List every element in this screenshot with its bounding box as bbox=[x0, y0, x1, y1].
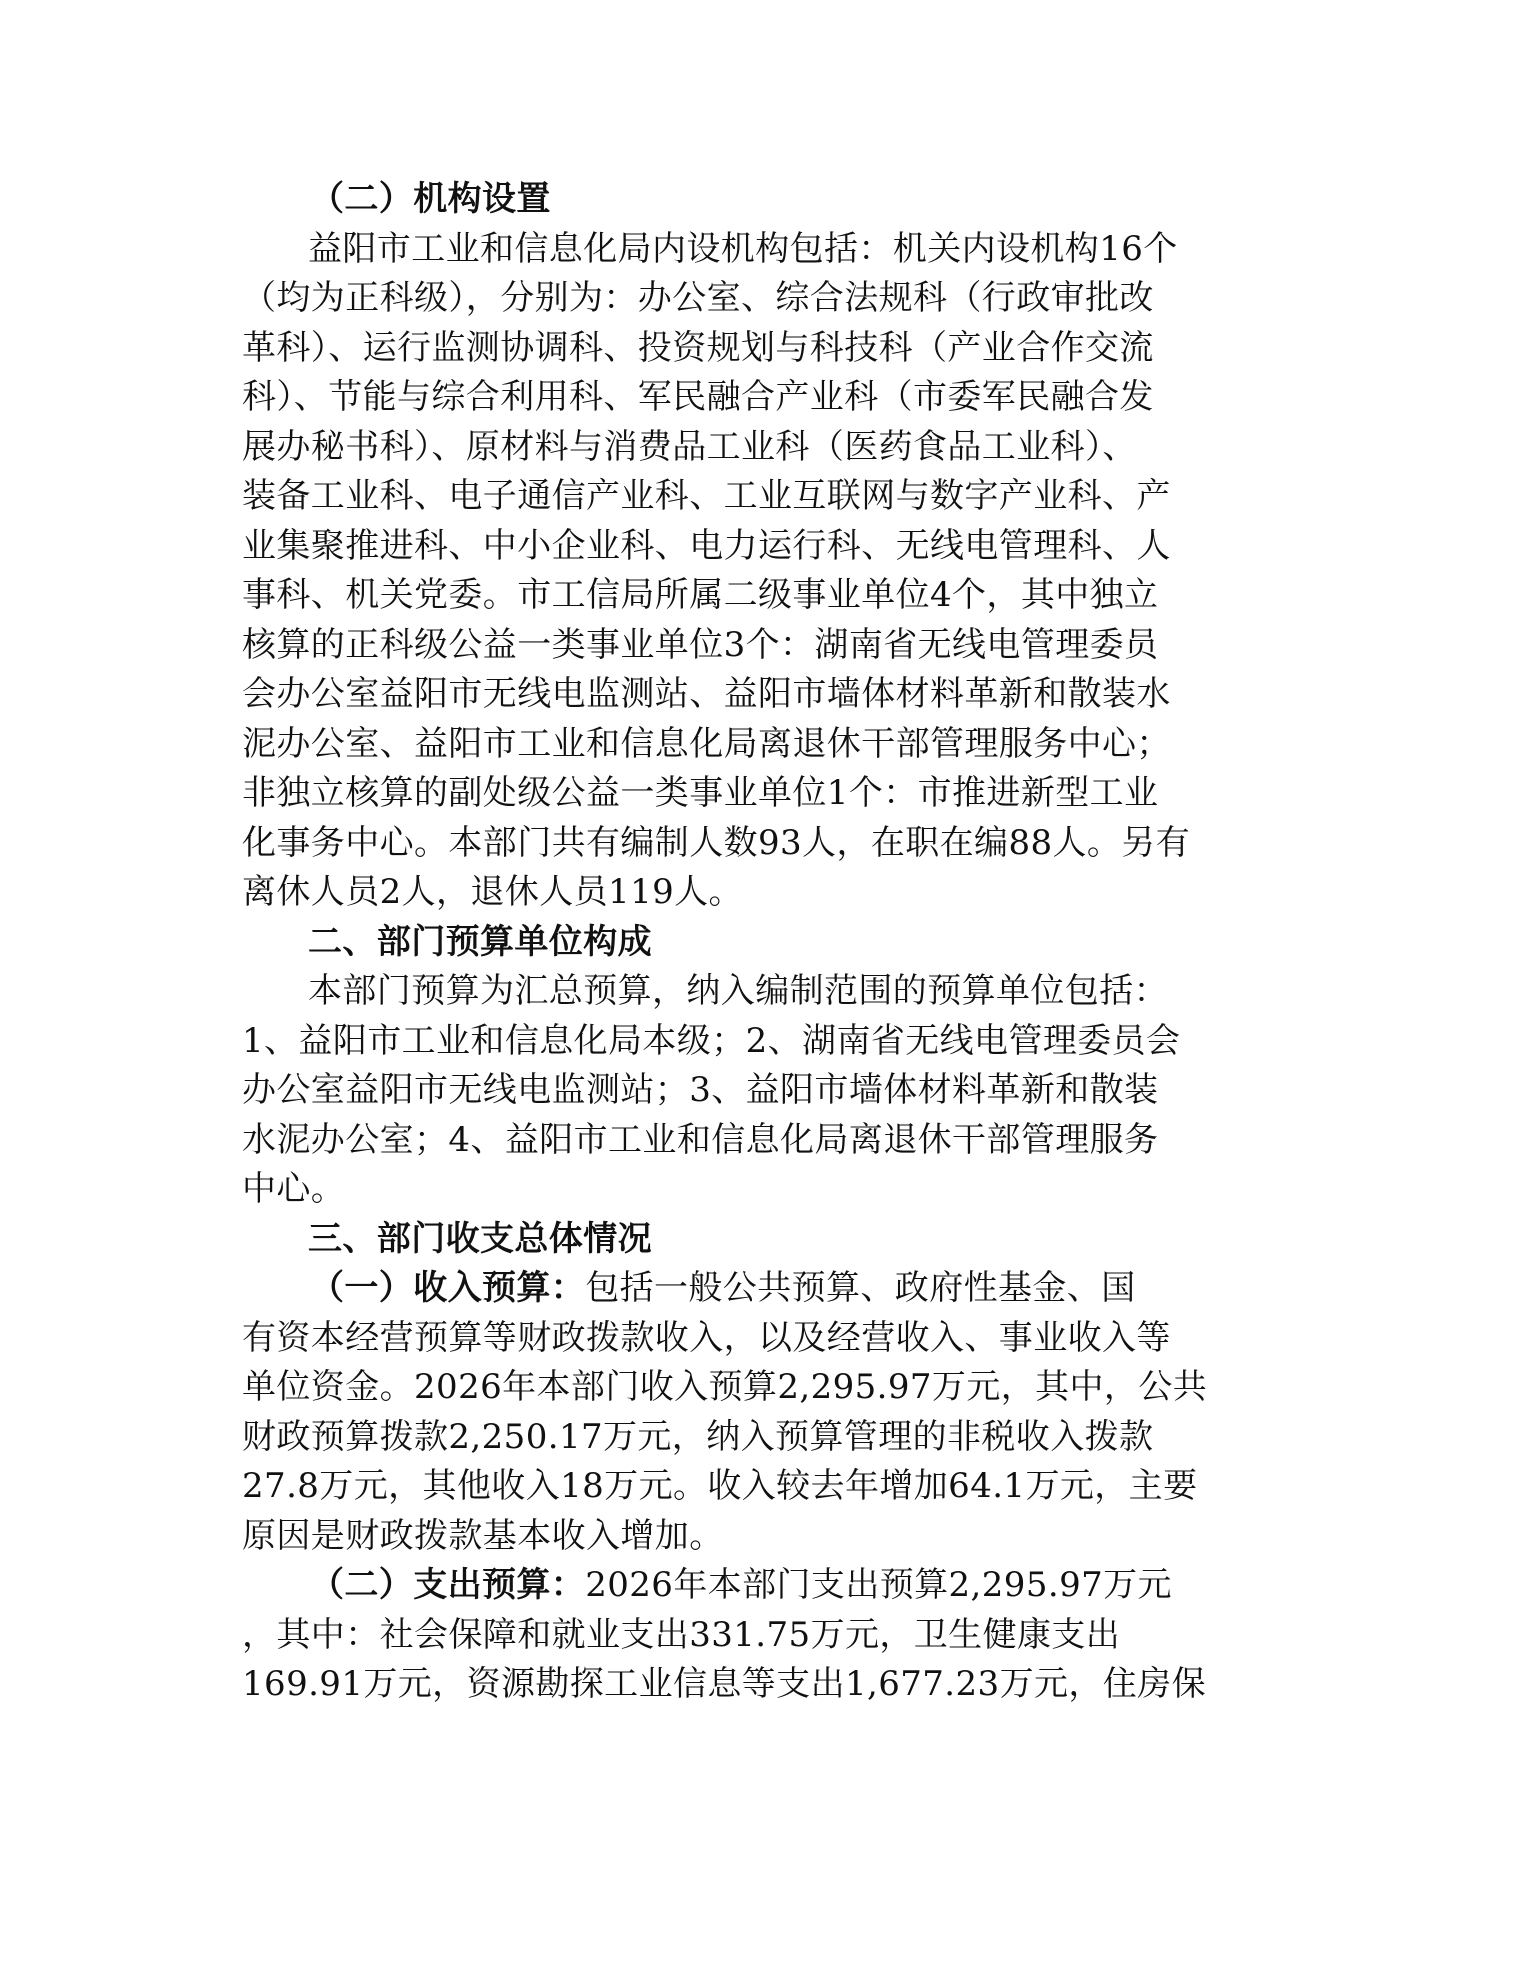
paragraph-line: 本部门预算为汇总预算，纳入编制范围的预算单位包括： bbox=[308, 971, 1168, 1011]
section-heading-budget-units: 二、部门预算单位构成 bbox=[308, 921, 652, 962]
paragraph-line: ，其中：社会保障和就业支出331.75万元，卫生健康支出 bbox=[242, 1614, 1121, 1655]
expense-first-line bbox=[242, 1561, 1292, 1611]
paragraph-line: 办公室益阳市无线电监测站；3、益阳市墙体材料革新和散装 bbox=[242, 1070, 1159, 1110]
paragraph-line: 财政预算拨款2,250.17万元，纳入预算管理的非税收入拨款 bbox=[242, 1416, 1154, 1457]
paragraph-line: 装备工业科、电子通信产业科、工业互联网与数字产业科、产 bbox=[242, 476, 1171, 516]
paragraph-line: 水泥办公室；4、益阳市工业和信息化局离退休干部管理服务 bbox=[242, 1119, 1159, 1160]
paragraph-line: 原因是财政拨款基本收入增加。 bbox=[242, 1515, 724, 1556]
income-first-line bbox=[242, 1264, 1292, 1314]
expense-label: （二）支出预算： bbox=[310, 1565, 586, 1605]
section-heading-org-setup: （二）机构设置 bbox=[310, 179, 551, 219]
paragraph-line: 会办公室益阳市无线电监测站、益阳市墙体材料革新和散装水 bbox=[242, 674, 1171, 714]
paragraph-line: 单位资金。2026年本部门收入预算2,295.97万元，其中，公共 bbox=[242, 1367, 1208, 1407]
document-page bbox=[242, 175, 1292, 1710]
paragraph-line: 事科、机关党委。市工信局所属二级事业单位4个，其中独立 bbox=[242, 575, 1159, 615]
expense-first-text: 2026年本部门支出预算2,295.97万元 bbox=[585, 1565, 1172, 1605]
paragraph-line: 泥办公室、益阳市工业和信息化局离退休干部管理服务中心； bbox=[242, 723, 1171, 764]
section-heading-income-expense: 三、部门收支总体情况 bbox=[308, 1218, 652, 1259]
paragraph-line: 169.91万元，资源勘探工业信息等支出1,677.23万元，住房保 bbox=[242, 1664, 1206, 1704]
income-first-text: 包括一般公共预算、政府性基金、国 bbox=[585, 1268, 1136, 1308]
paragraph-line: 离休人员2人，退休人员119人。 bbox=[242, 872, 743, 912]
paragraph-line: 非独立核算的副处级公益一类事业单位1个：市推进新型工业 bbox=[242, 773, 1159, 813]
paragraph-line: 中心。 bbox=[242, 1169, 346, 1209]
paragraph-line: 业集聚推进科、中小企业科、电力运行科、无线电管理科、人 bbox=[242, 525, 1171, 566]
paragraph-line: 科）、节能与综合利用科、军民融合产业科（市委军民融合发 bbox=[242, 377, 1154, 417]
paragraph-line: 益阳市工业和信息化局内设机构包括：机关内设机构16个 bbox=[308, 228, 1178, 269]
paragraph-line: 1、益阳市工业和信息化局本级；2、湖南省无线电管理委员会 bbox=[242, 1020, 1181, 1061]
paragraph-line: 有资本经营预算等财政拨款收入，以及经营收入、事业收入等 bbox=[242, 1317, 1171, 1358]
paragraph-line: 化事务中心。本部门共有编制人数93人，在职在编88人。另有 bbox=[242, 822, 1191, 863]
paragraph-line: （均为正科级），分别为：办公室、综合法规科（行政审批改 bbox=[242, 278, 1154, 318]
income-label: （一）收入预算： bbox=[310, 1268, 586, 1308]
paragraph-line: 革科）、运行监测协调科、投资规划与科技科（产业合作交流 bbox=[242, 327, 1154, 368]
paragraph-line: 27.8万元，其他收入18万元。收入较去年增加64.1万元，主要 bbox=[242, 1466, 1198, 1506]
paragraph-line: 核算的正科级公益一类事业单位3个：湖南省无线电管理委员 bbox=[242, 624, 1159, 665]
paragraph-line: 展办秘书科）、原材料与消费品工业科（医药食品工业科）、 bbox=[242, 426, 1137, 467]
